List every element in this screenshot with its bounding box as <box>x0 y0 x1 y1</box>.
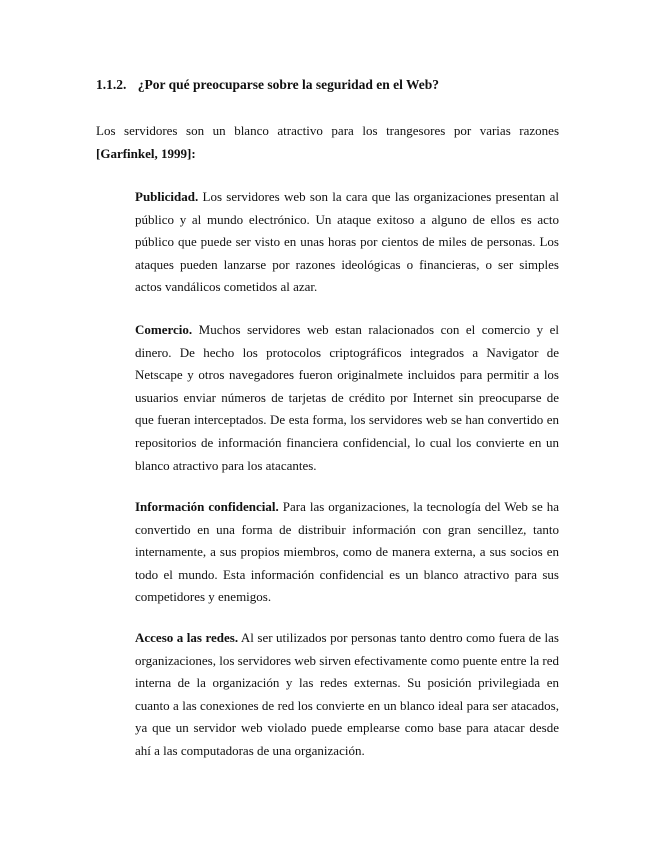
paragraph-lead: Información confidencial. <box>135 499 279 514</box>
paragraph-informacion-confidencial <box>135 496 559 609</box>
intro-text: Los servidores son un blanco atractivo para los trangesores por varias razones <box>96 123 559 138</box>
section-title: ¿Por qué preocuparse sobre la seguridad en el Web? <box>137 77 440 92</box>
intro-paragraph <box>96 120 559 165</box>
paragraph-lead: Publicidad. <box>135 189 199 204</box>
paragraph-comercio <box>135 319 559 477</box>
paragraph-publicidad <box>135 186 559 299</box>
paragraph-text: Muchos servidores web estan ralacionados con el comercio y el dinero. De hecho los protocolos criptográficos integrados a Navigator de Netscape y otros navegadores fueron originalmete incluidos para permitir a los usuarios enviar números de tarjetas de crédito por Internet sin preocuparse de que fueran interceptados. De esta forma, los servidores web se han convertido en repositorios de información financiera confidencial, lo cual los convierte en un blanco atractivo para los atacantes. <box>135 322 560 473</box>
paragraph-text: Para las organizaciones, la tecnología del Web se ha convertido en una forma de distribuir información con gran sencillez, tanto internamente, a sus propios miembros, como de manera externa, a sus socios en todo el mundo. Esta información confidencial es un blanco atractivo para sus competidores y enemigos. <box>135 499 560 605</box>
paragraph-text: Al ser utilizados por personas tanto dentro como fuera de las organizaciones, los servidores web sirven efectivamente como puente entre la red interna de la organización y las redes externas. Su posición privilegiada en cuanto a las conexiones de red los convierte en un blanco ideal para ser atacados, ya que un servidor web violado puede emplearse como base para atacar desde ahí a las computadoras de una organización. <box>135 630 559 758</box>
paragraph-acceso-redes <box>135 627 559 763</box>
section-heading <box>96 75 439 95</box>
paragraph-lead: Comercio. <box>135 322 193 337</box>
section-number: 1.1.2. <box>96 77 127 92</box>
paragraph-text: Los servidores web son la cara que las organizaciones presentan al público y al mundo electrónico. Un ataque exitoso a alguno de ellos es acto público que puede ser visto en unas horas por cientos de miles de personas. Los ataques pueden lanzarse por razones ideológicas o financieras, o ser simples actos vandálicos cometidos al azar. <box>135 189 560 295</box>
paragraph-lead: Acceso a las redes. <box>135 630 239 645</box>
intro-citation: [Garfinkel, 1999]: <box>96 145 196 161</box>
